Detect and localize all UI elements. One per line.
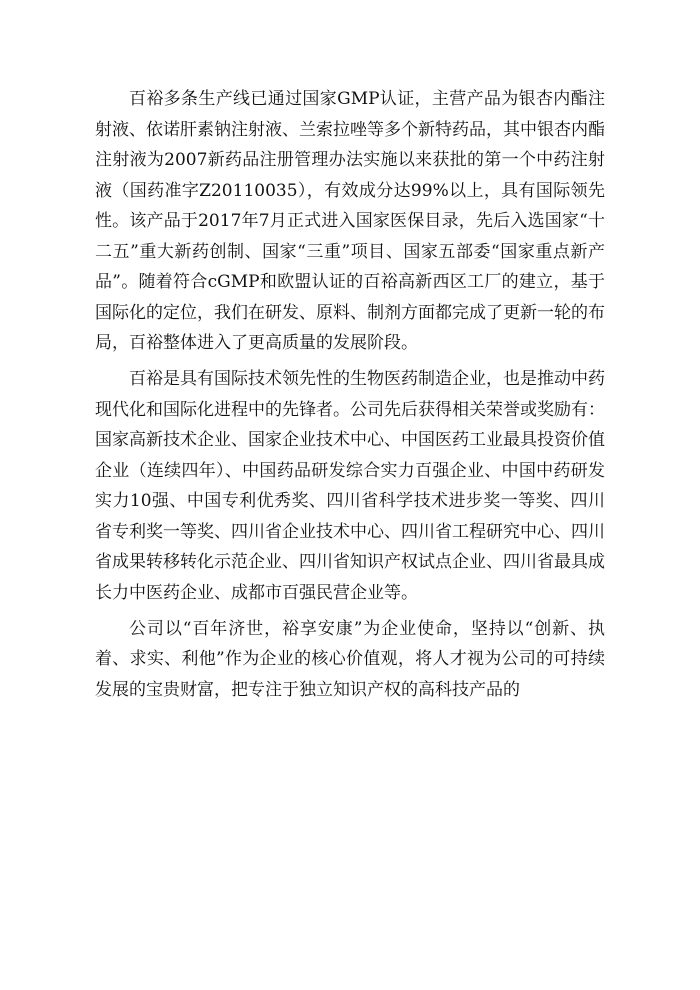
document-page: [95, 84, 605, 711]
paragraph-3: 公司以“百年济世，裕享安康”为企业使命，坚持以“创新、执着、求实、利他”作为企业的核心价值观，将人才视为公司的可持续发展的宝贵财富，把专注于独立知识产权的高科技产品的: [95, 618, 605, 700]
paragraph-2: 百裕是具有国际技术领先性的生物医药制造企业，也是推动中药现代化和国际化进程中的先锋者。公司先后获得相关荣誉或奖励有：国家高新技术企业、国家企业技术中心、中国医药工业最具投资价值企业（连续四年）、中国药品研发综合实力百强企业、中国中药研发实力10强、中国专利优秀奖、四川省科学技术进步奖一等奖、四川省专利奖一等奖、四川省企业技术中心、四川省工程研究中心、四川省成果转移转化示范企业、四川省知识产权试点企业、四川省最具成长力中医药企业、成都市百强民营企业等。: [95, 369, 605, 603]
paragraph-1: 百裕多条生产线已通过国家GMP认证，主营产品为银杏内酯注射液、依诺肝素钠注射液、兰索拉唑等多个新特药品，其中银杏内酯注射液为2007新药品注册管理办法实施以来获批的第一个中药注射液（国药准字Z20110035），有效成分达99%以上，具有国际领先性。该产品于2017年7月正式进入国家医保目录，先后入选国家“十二五”重大新药创制、国家“三重”项目、国家五部委“国家重点新产品”。随着符合cGMP和欧盟认证的百裕高新西区工厂的建立，基于国际化的定位，我们在研发、原料、制剂方面都完成了更新一轮的布局，百裕整体进入了更高质量的发展阶段。: [95, 89, 605, 353]
